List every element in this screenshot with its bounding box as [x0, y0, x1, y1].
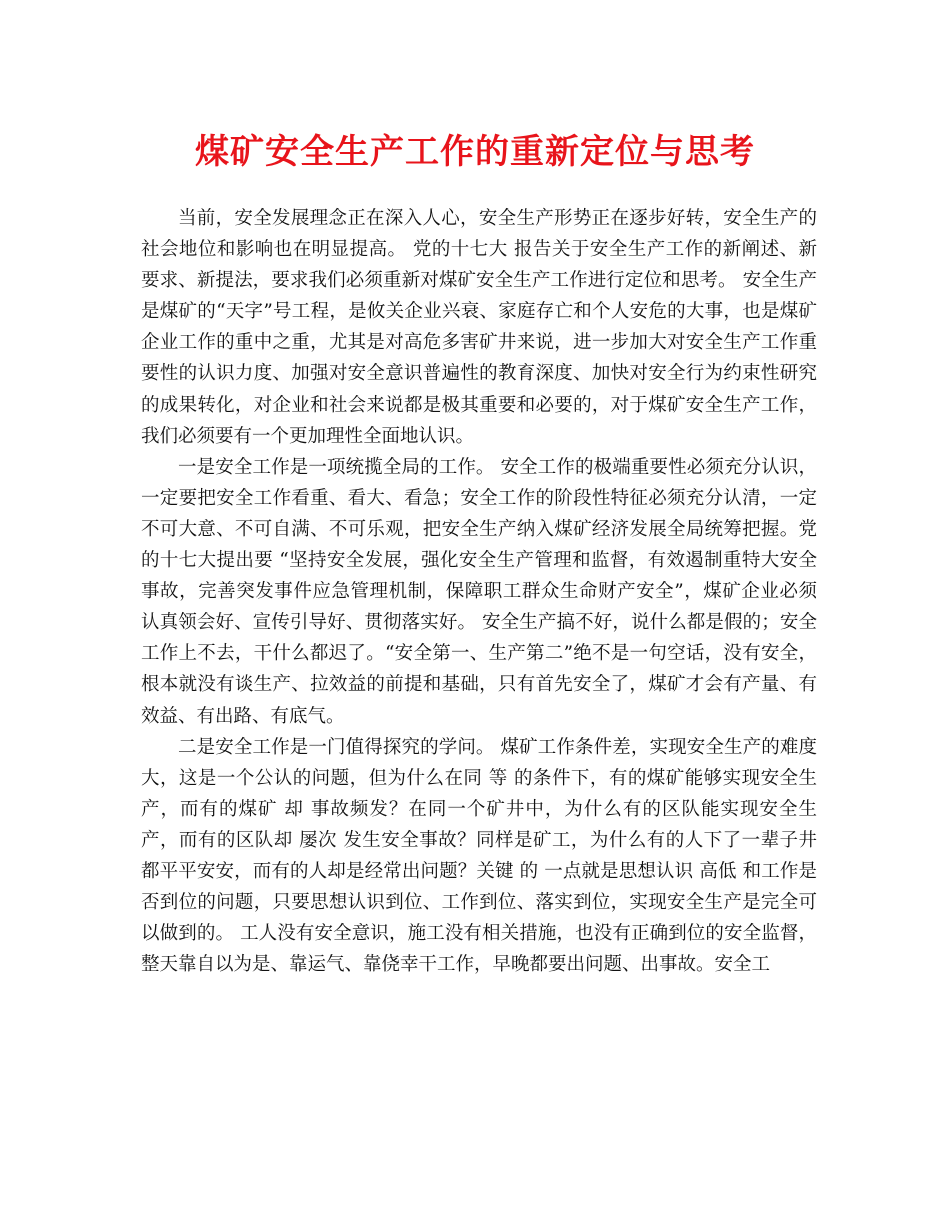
document-title: 煤矿安全生产工作的重新定位与思考: [195, 132, 755, 172]
paragraph-intro: 当前，安全发展理念正在深入人心，安全生产形势正在逐步好转，安全生产的社会地位和影响也在明显提高。 党的十七大 报告关于安全生产工作的新阐述、新要求、新提法，要求我们必须重新对煤矿安全生产工作进行定位和思考。 安全生产是煤矿的“天字”号工程，是攸关企业兴衰、家庭存亡和个人安危的大事，也是煤矿企业工作的重中之重，尤其是对高危多害矿井来说，进一步加大对安全生产工作重要性的认识力度、加强对安全意识普遍性的教育深度、加快对安全行为约束性研究的成果转化，对企业和社会来说都是极其重要和必要的，对于煤矿安全生产工作，我们必须要有一个更加理性全面地认识。: [141, 208, 817, 447]
document-body: [141, 203, 817, 980]
paragraph-point-one: 一是安全工作是一项统揽全局的工作。 安全工作的极端重要性必须充分认识，一定要把安全工作看重、看大、看急；安全工作的阶段性特征必须充分认清，一定不可大意、不可自满、不可乐观，把安全生产纳入煤矿经济发展全局统筹把握。党的十七大提出要 “坚持安全发展，强化安全生产管理和监督，有效遏制重特大安全事故，完善突发事件应急管理机制，保障职工群众生命财产安全”，煤矿企业必须 认真领会好、宣传引导好、贯彻落实好。 安全生产搞不好，说什么都是假的；安全工作上不去，干什么都迟了。“安全第一、生产第二”绝不是一句空话，没有安全，根本就没有谈生产、拉效益的前提和基础，只有首先安全了，煤矿才会有产量、有效益、有出路、有底气。: [141, 456, 817, 727]
paragraph-point-two: 二是安全工作是一门值得探究的学问。 煤矿工作条件差，实现安全生产的难度大，这是一个公认的问题，但为什么在同 等 的条件下，有的煤矿能够实现安全生产，而有的煤矿 却 事故频发？在同一个矿井中，为什么有的区队能实现安全生产，而有的区队却 屡次 发生安全事故？同样是矿工，为什么有的人下了一辈子井都平平安安，而有的人却是经常出问题？关键 的 一点就是思想认识 高低 和工作是否到位的问题，只要思想认识到位、工作到位、落实到位，实现安全生产是完全可以做到的。 工人没有安全意识，施工没有相关措施，也没有正确到位的安全监督，整天靠自以为是、靠运气、靠侥幸干工作，早晚都要出问题、出事故。安全工: [141, 736, 817, 976]
